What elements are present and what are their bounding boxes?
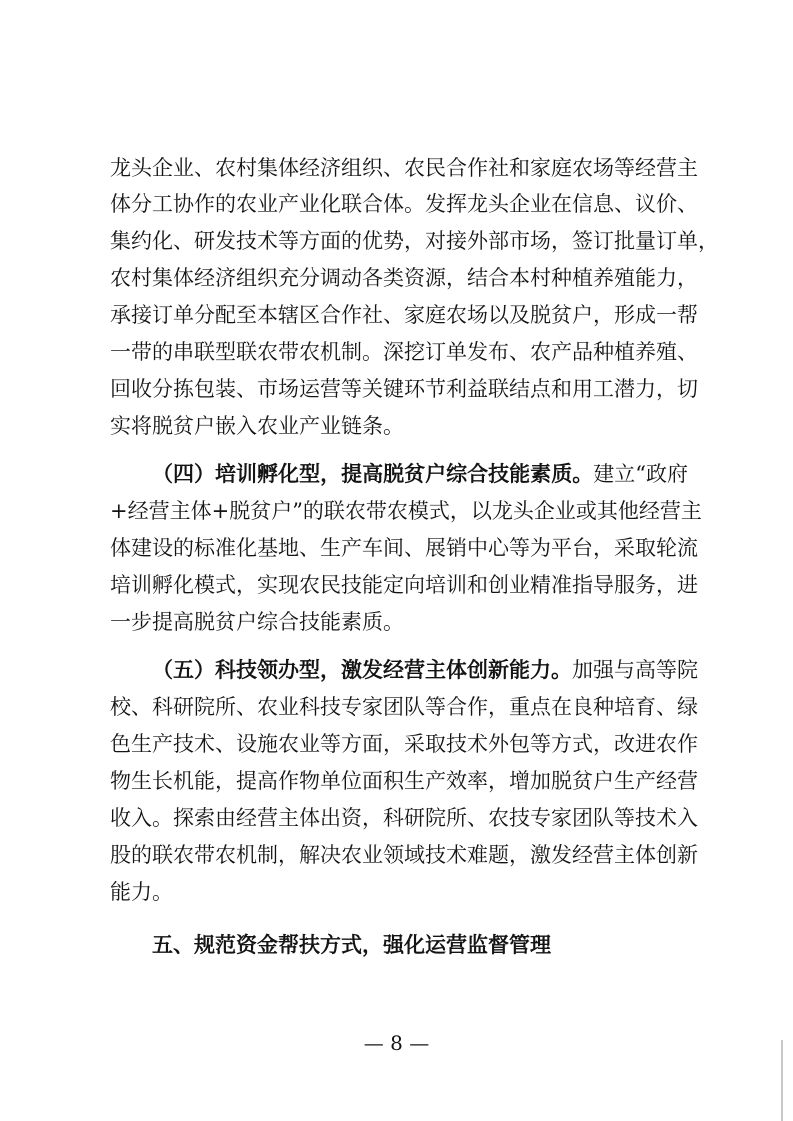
paragraph-3-line-4: 物生长机能，提高作物单位面积生产效率，增加脱贫户生产经营: [110, 769, 698, 793]
paragraph-2-line-5: 一步提高脱贫户综合技能素质。: [110, 610, 404, 634]
paragraph-2-line-4: 培训孵化模式，实现农民技能定向培训和创业精准指导服务，进: [110, 573, 698, 597]
paragraph-1-line-3: 集约化、研发技术等方面的优势，对接外部市场，签订批量订单，: [110, 229, 719, 253]
paragraph-1-line-2: 体分工协作的农业产业化联合体。发挥龙头企业在信息、议价、: [110, 192, 698, 216]
paragraph-2-first-line: [152, 459, 688, 489]
paragraph-1-line-4: 农村集体经济组织充分调动各类资源，结合本村种植养殖能力，: [110, 266, 698, 290]
paragraph-1-line-7: 回收分拣包装、市场运营等关键环节利益联结点和用工潜力，切: [110, 377, 698, 401]
paragraph-3-first-line-rest: 加强与高等院: [572, 658, 698, 682]
paragraph-1-line-5: 承接订单分配至本辖区合作社、家庭农场以及脱贫户，形成一帮: [110, 303, 698, 327]
paragraph-3-first-line: [152, 655, 698, 685]
paragraph-2-heading: （四）培训孵化型，提高脱贫户综合技能素质。: [152, 462, 594, 486]
paragraph-3-line-3: 色生产技术、设施农业等方面，采取技术外包等方式，改进农作: [110, 732, 698, 756]
paragraph-3-line-2: 校、科研院所、农业科技专家团队等合作，重点在良种培育、绿: [110, 695, 698, 719]
paragraph-3-line-6: 股的联农带农机制，解决农业领域技术难题，激发经营主体创新: [110, 843, 698, 867]
paragraph-3-line-5: 收入。探索由经营主体出资，科研院所、农技专家团队等技术入: [110, 806, 698, 830]
paragraph-1-line-6: 一带的串联型联农带农机制。深挖订单发布、农产品种植养殖、: [110, 340, 698, 364]
scan-edge-mark: [781, 1040, 783, 1121]
section-heading: 五、规范资金帮扶方式，强化运营监督管理: [152, 933, 551, 957]
page-number: — 8 —: [363, 1031, 430, 1055]
paragraph-2-line-2: +经营主体+脱贫户”的联农带农模式，以龙头企业或其他经营主: [110, 499, 702, 523]
paragraph-1-line-1: 龙头企业、农村集体经济组织、农民合作社和家庭农场等经营主: [110, 156, 698, 180]
paragraph-2-line-3: 体建设的标准化基地、生产车间、展销中心等为平台，采取轮流: [110, 536, 698, 560]
paragraph-3-heading: （五）科技领办型，激发经营主体创新能力。: [152, 658, 572, 682]
paragraph-3-line-7: 能力。: [110, 880, 173, 904]
paragraph-1-line-8: 实将脱贫户嵌入农业产业链条。: [110, 414, 404, 438]
paragraph-2-first-line-rest: 建立“政府: [593, 462, 688, 486]
